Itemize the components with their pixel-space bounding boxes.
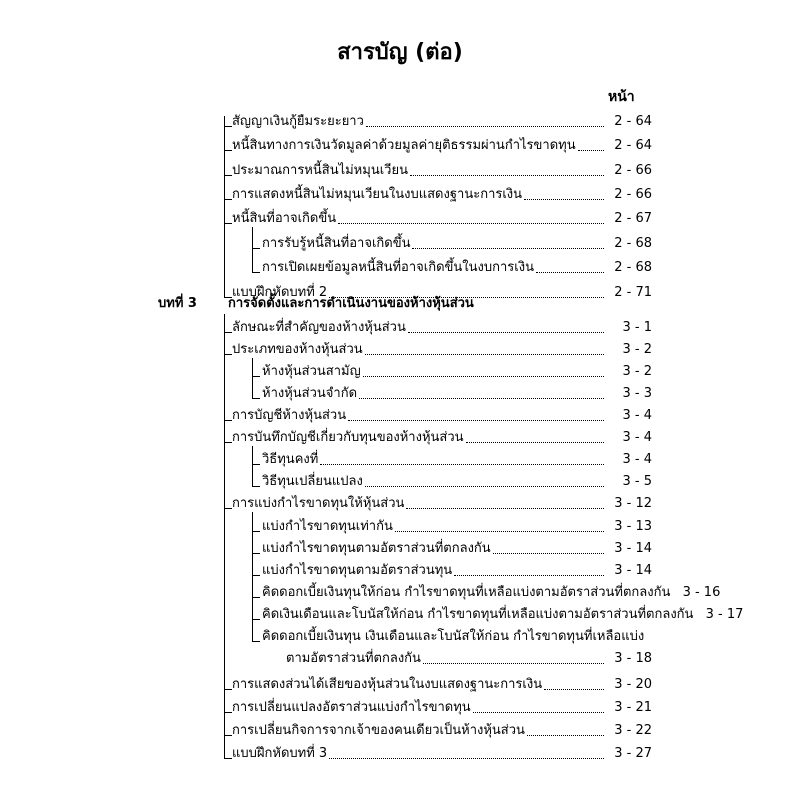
toc-entry-label: สัญญาเงินกู้ยืมระยะยาว xyxy=(232,114,364,129)
toc-entry xyxy=(232,203,652,227)
toc-page-number: 2 - 66 xyxy=(614,186,652,202)
toc-entry-label: ห้างหุ้นส่วนสามัญ xyxy=(262,364,361,379)
tree-rail xyxy=(224,116,225,297)
toc-entry-label: การเปิดเผยข้อมูลหนี้สินที่อาจเกิดขึ้นในงบการเงิน xyxy=(262,260,534,276)
toc-page-number: 3 - 14 xyxy=(614,563,652,578)
tree-tick xyxy=(224,223,232,224)
tree-tick xyxy=(252,597,260,598)
toc-entry xyxy=(232,334,652,358)
toc-page-number: 2 - 67 xyxy=(614,211,652,227)
toc-page-number: 3 - 3 xyxy=(622,386,652,401)
toc-entry-label: วิธีทุนคงที่ xyxy=(262,452,319,467)
toc-entry-label: คิดดอกเบี้ยเงินทุนให้ก่อน กำไรขาดทุนที่เหลือแบ่งตามอัตราส่วนที่ตกลงกัน xyxy=(262,585,671,600)
toc-page-number: 2 - 71 xyxy=(614,285,652,300)
toc-page-number: 3 - 4 xyxy=(622,452,652,467)
toc-page-number: 3 - 17 xyxy=(705,607,744,622)
toc-entry-label: แบบฝึกหัดบทที่ 2 xyxy=(232,285,328,300)
toc-entry-label: การบันทึกบัญชีเกี่ยวกับทุนของห้างหุ้นส่วน xyxy=(232,430,464,445)
toc-entry-label: แบ่งกำไรขาดทุนตามอัตราส่วนที่ตกลงกัน xyxy=(262,541,491,556)
dot-leader xyxy=(338,223,604,224)
toc-entry xyxy=(232,422,652,446)
tree-tick xyxy=(224,354,232,355)
toc-page-number: 3 - 14 xyxy=(614,541,652,556)
toc-page-number: 3 - 16 xyxy=(682,585,721,600)
tree-rail xyxy=(252,358,253,398)
dot-leader xyxy=(527,735,604,736)
dot-leader xyxy=(524,199,604,200)
toc-entry xyxy=(262,444,652,468)
dot-leader xyxy=(423,663,604,664)
toc-page-number: 3 - 2 xyxy=(622,342,652,357)
toc-page-number: 3 - 2 xyxy=(622,364,652,379)
dot-leader xyxy=(366,126,604,127)
tree-tick xyxy=(252,641,260,642)
toc-entry xyxy=(262,356,652,380)
toc-entry-label: ประเภทของห้างหุ้นส่วน xyxy=(232,342,363,357)
tree-tick xyxy=(224,150,232,151)
tree-tick xyxy=(252,486,260,487)
toc-entry xyxy=(262,533,652,557)
toc-entry-label: คิดดอกเบี้ยเงินทุน เงินเดือนและโบนัสให้ก่อน กำไรขาดทุนที่เหลือแบ่ง xyxy=(262,629,645,644)
toc-entry xyxy=(232,179,652,203)
tree-tick xyxy=(224,126,232,127)
toc-entry xyxy=(262,577,721,601)
toc-entry xyxy=(232,669,652,693)
tree-tick xyxy=(224,332,232,333)
tree-tick xyxy=(252,248,260,249)
toc-entry xyxy=(232,692,652,716)
toc-page-number: 2 - 68 xyxy=(614,260,652,276)
tree-tick xyxy=(224,199,232,200)
dot-leader xyxy=(493,553,604,554)
dot-leader xyxy=(359,398,604,399)
toc-page-number: 2 - 66 xyxy=(614,162,652,178)
tree-tick xyxy=(224,175,232,176)
tree-tick xyxy=(224,712,232,713)
toc-entry-label: การแสดงหนี้สินไม่หมุนเวียนในงบแสดงฐานะการเงิน xyxy=(232,186,523,202)
toc-entry-label: ลักษณะที่สำคัญของห้างหุ้นส่วน xyxy=(232,320,406,335)
page-column-header: หน้า xyxy=(608,89,635,105)
toc-entry xyxy=(262,555,652,579)
tree-tick xyxy=(252,376,260,377)
tree-rail xyxy=(252,446,253,486)
tree-tick xyxy=(252,619,260,620)
toc-entry-label: ตามอัตราส่วนที่ตกลงกัน xyxy=(286,651,421,666)
dot-leader xyxy=(544,689,604,690)
toc-page-number: 2 - 64 xyxy=(614,114,652,129)
tree-tick xyxy=(224,420,232,421)
toc-entry-label: การแสดงส่วนได้เสียของหุ้นส่วนในงบแสดงฐานะการเงิน xyxy=(232,677,543,692)
toc-entry xyxy=(232,738,652,762)
toc-page-number: 3 - 12 xyxy=(614,496,652,511)
tree-rail xyxy=(252,227,253,272)
dot-leader xyxy=(329,758,604,759)
dot-leader xyxy=(365,486,604,487)
toc-entry-label: หนี้สินทางการเงินวัดมูลค่าด้วยมูลค่ายุติธรรมผ่านกำไรขาดทุน xyxy=(232,138,576,154)
toc-entry xyxy=(262,378,652,402)
toc-page-number: 3 - 27 xyxy=(614,746,652,761)
toc-entry xyxy=(232,488,652,512)
toc-page-number: 3 - 21 xyxy=(614,700,652,715)
tree-tick xyxy=(224,758,232,759)
dot-leader xyxy=(473,712,604,713)
chapter-heading xyxy=(158,292,474,313)
tree-tick xyxy=(224,442,232,443)
toc-page-number: 3 - 13 xyxy=(614,519,652,534)
toc-entry-label: การบัญชีห้างหุ้นส่วน xyxy=(232,408,347,423)
toc-entry-label: คิดเงินเดือนและโบนัสให้ก่อน กำไรขาดทุนที่เหลือแบ่งตามอัตราส่วนที่ตกลงกัน xyxy=(262,607,694,622)
dot-leader xyxy=(320,464,604,465)
dot-leader xyxy=(408,332,604,333)
toc-entry-label: แบ่งกำไรขาดทุนตามอัตราส่วนทุน xyxy=(262,563,453,578)
toc-entry xyxy=(232,715,652,739)
tree-tick xyxy=(252,398,260,399)
toc-entry xyxy=(232,130,652,154)
tree-rail xyxy=(224,314,225,758)
dot-leader xyxy=(454,575,604,576)
tree-tick xyxy=(224,508,232,509)
dot-leader xyxy=(412,248,604,249)
toc-entry xyxy=(262,511,652,535)
toc-entry xyxy=(286,643,652,667)
toc-entry-label: ประมาณการหนี้สินไม่หมุนเวียน xyxy=(232,162,408,178)
toc-entry xyxy=(262,228,652,252)
toc-entry-label: ห้างหุ้นส่วนจำกัด xyxy=(262,386,358,401)
dot-leader xyxy=(536,272,604,273)
dot-leader xyxy=(466,442,604,443)
toc-entry xyxy=(232,400,652,424)
tree-tick xyxy=(252,575,260,576)
toc-entry xyxy=(262,466,652,490)
toc-entry-label: การเปลี่ยนกิจการจากเจ้าของคนเดียวเป็นห้างหุ้นส่วน xyxy=(232,723,525,738)
tree-tick xyxy=(224,689,232,690)
tree-tick xyxy=(252,272,260,273)
toc-page-number: 2 - 68 xyxy=(614,235,652,251)
toc-entry xyxy=(232,312,652,336)
toc-entry xyxy=(262,621,652,645)
tree-tick xyxy=(252,553,260,554)
toc-page-number: 3 - 1 xyxy=(622,320,652,335)
toc-page-number: 3 - 4 xyxy=(622,430,652,445)
toc-page-number: 3 - 5 xyxy=(622,474,652,489)
dot-leader xyxy=(406,508,604,509)
toc-entry-label: แบบฝึกหัดบทที่ 3 xyxy=(232,746,328,761)
toc-entry xyxy=(262,252,652,276)
chapter-number: บทที่ 3 xyxy=(158,296,197,311)
dot-leader xyxy=(348,420,604,421)
dot-leader xyxy=(365,354,604,355)
tree-tick xyxy=(252,464,260,465)
page-title: สารบัญ (ต่อ) xyxy=(337,40,463,65)
tree-tick xyxy=(252,531,260,532)
dot-leader xyxy=(363,376,604,377)
tree-rail xyxy=(252,512,253,641)
tree-tick xyxy=(224,735,232,736)
toc-page-number: 3 - 20 xyxy=(614,677,652,692)
toc-entry xyxy=(232,155,652,179)
toc-entry-label: การเปลี่ยนแปลงอัตราส่วนแบ่งกำไรขาดทุน xyxy=(232,700,471,715)
chapter-title: การจัดตั้งและการดำเนินงานของห้างหุ้นส่วน xyxy=(228,296,474,311)
toc-entry-label: วิธีทุนเปลี่ยนแปลง xyxy=(262,474,363,489)
toc-entry xyxy=(262,599,744,623)
toc-page-number: 3 - 22 xyxy=(614,723,652,738)
toc-entry xyxy=(232,106,652,130)
toc-page-number: 3 - 18 xyxy=(614,651,652,666)
dot-leader xyxy=(578,150,604,151)
toc-page-number: 3 - 4 xyxy=(622,408,652,423)
toc-entry-label: การรับรู้หนี้สินที่อาจเกิดขึ้น xyxy=(262,235,411,251)
dot-leader xyxy=(410,175,604,176)
toc-entry-label: การแบ่งกำไรขาดทุนให้หุ้นส่วน xyxy=(232,496,405,511)
toc-page-number: 2 - 64 xyxy=(614,138,652,154)
dot-leader xyxy=(395,531,604,532)
toc-entry-label: แบ่งกำไรขาดทุนเท่ากัน xyxy=(262,519,393,534)
toc-entry-label: หนี้สินที่อาจเกิดขึ้น xyxy=(232,211,337,227)
